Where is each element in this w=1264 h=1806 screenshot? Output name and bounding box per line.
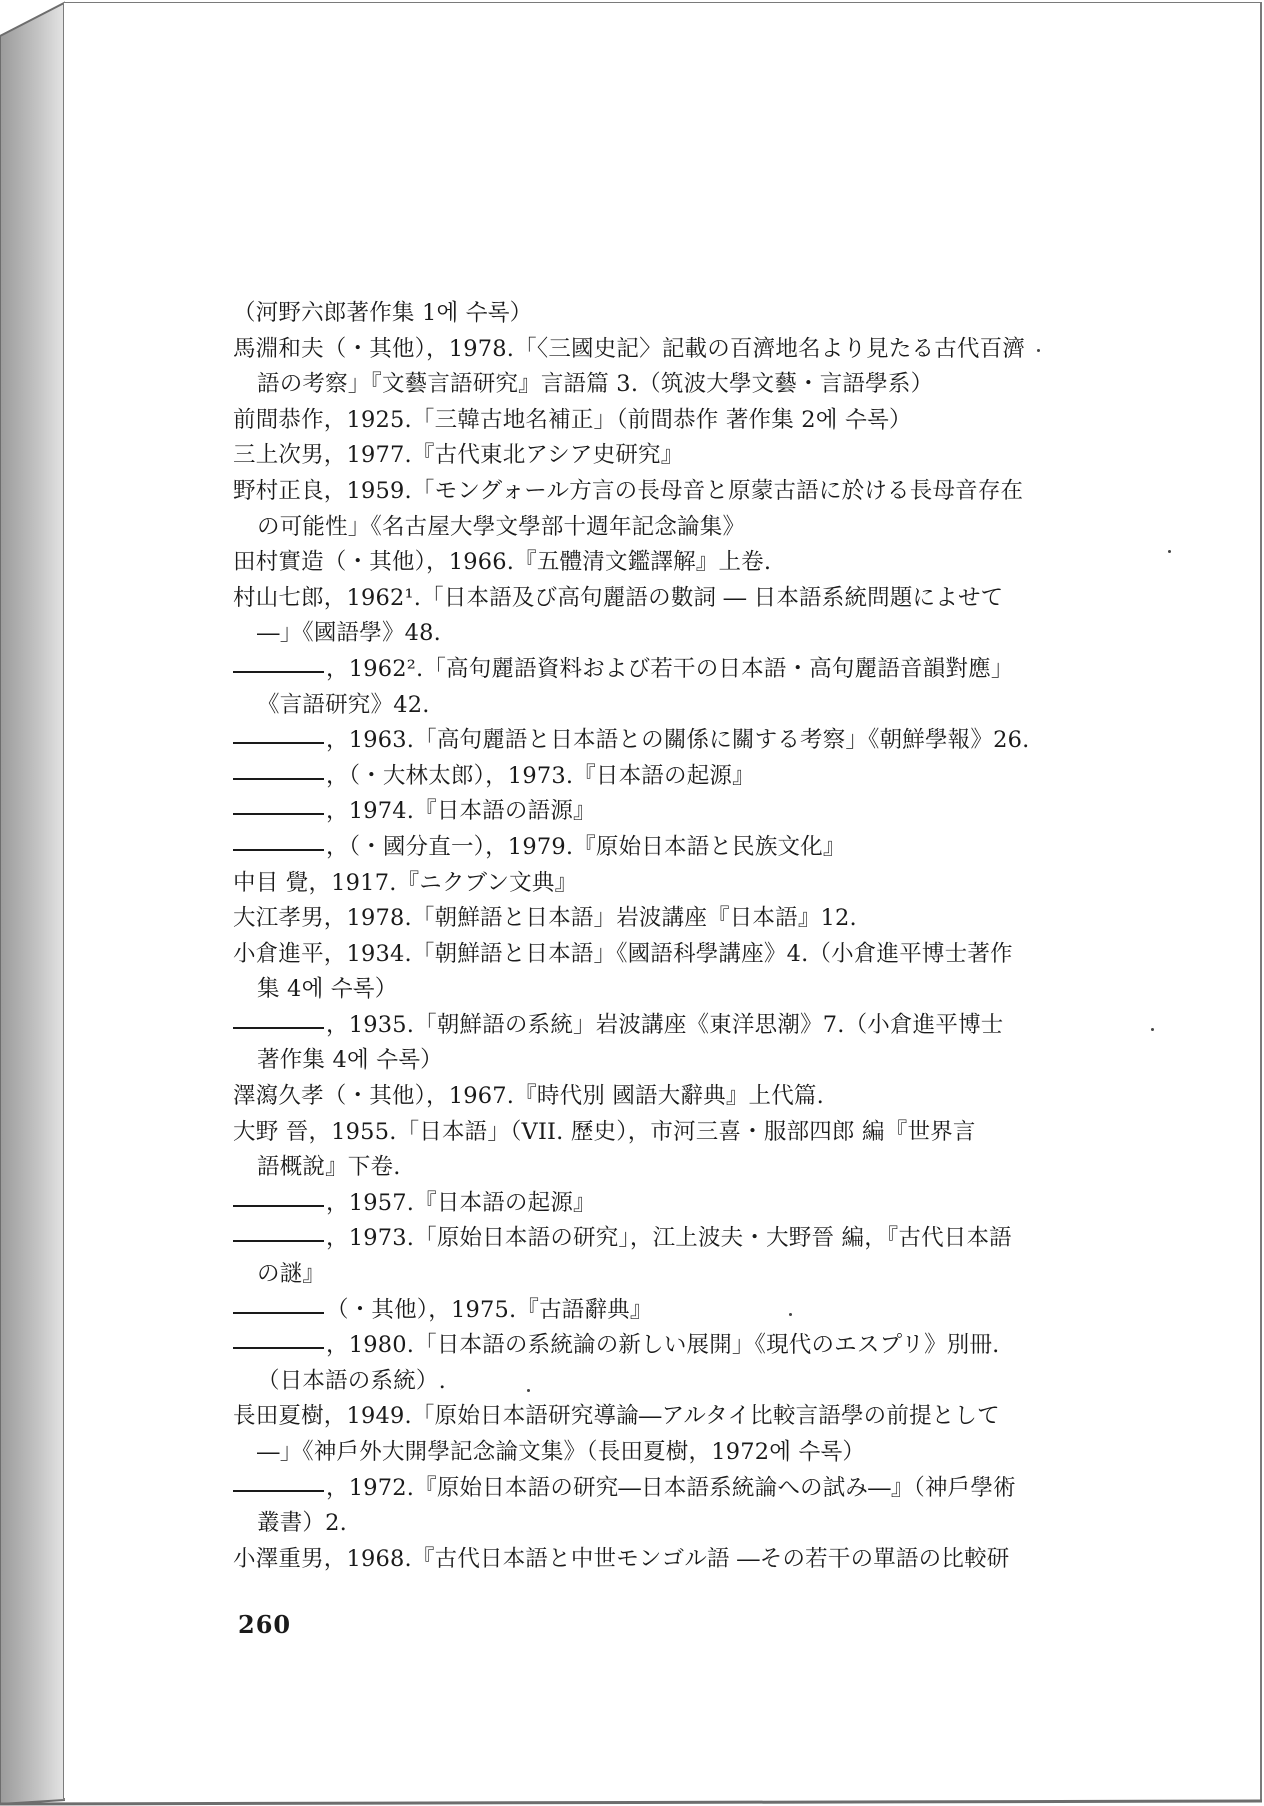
entry-text: 馬淵和夫（・其他），1978.「〈三國史記〉記載の百濟地名より見たる古代百濟 <box>233 335 1026 362</box>
entry-text: 語の考察」『文藝言語研究』言語篇 3.（筑波大學文藝・言語學系） <box>257 371 934 398</box>
entry-continuation-line <box>233 1257 1045 1293</box>
same-author-dash <box>233 778 324 780</box>
same-author-dash <box>233 1312 324 1314</box>
entry-text: ，1972.『原始日本語の研究―日本語系統論への試み―』（神戶學術 <box>326 1474 1016 1501</box>
same-author-dash <box>233 1347 324 1349</box>
bibliography-entry <box>233 296 1045 332</box>
bibliography-entry <box>233 403 1045 439</box>
entry-continuation-line <box>233 1506 1045 1542</box>
bibliography-entry <box>233 652 1045 723</box>
same-author-dash <box>233 1490 324 1492</box>
entry-text: ―」《神戶外大開學記念論文集》（長田夏樹，1972에 수록） <box>257 1439 866 1465</box>
entry-text: 叢書）2. <box>257 1510 347 1537</box>
page-number: 260 <box>238 1610 292 1639</box>
bibliography-entry <box>233 545 1045 581</box>
entry-text: 田村實造（・其他），1966.『五體清文鑑譯解』上卷. <box>233 549 772 576</box>
bibliography-entry <box>233 1115 1045 1186</box>
entry-continuation-line <box>233 367 1045 403</box>
entry-text: 野村正良，1959.「モングォール方言の長母音と原蒙古語に於ける長母音存在 <box>233 477 1024 504</box>
bibliography-entry <box>233 723 1045 759</box>
entry-text: ―」《國語學》48. <box>257 620 442 647</box>
entry-first-line <box>233 937 1045 973</box>
same-author-dash <box>233 671 324 673</box>
entry-first-line <box>233 296 1045 332</box>
entry-first-line <box>233 1115 1045 1151</box>
entry-first-line <box>233 1079 1045 1115</box>
entry-first-line <box>233 1328 1045 1364</box>
entry-text: の謎』 <box>257 1261 326 1288</box>
entry-continuation-line <box>233 1364 1045 1400</box>
entry-first-line <box>233 1008 1045 1044</box>
entry-text: （・其他），1975.『古語辭典』 <box>326 1296 653 1323</box>
entry-first-line <box>233 403 1045 439</box>
bibliography-entry <box>233 830 1045 866</box>
entry-first-line <box>233 581 1045 617</box>
entry-text: 小澤重男，1968.『古代日本語と中世モンゴル語 ―その若干の單語の比較研 <box>233 1545 1010 1572</box>
entry-text: ，（・大林太郎），1973.『日本語の起源』 <box>326 762 755 789</box>
entry-text: 前間恭作，1925.「三韓古地名補正」（前間恭作 著作集 2에 수록） <box>233 406 912 433</box>
entry-first-line <box>233 652 1045 688</box>
entry-continuation-line <box>233 972 1045 1008</box>
entry-text: 集 4에 수록） <box>257 976 398 1003</box>
entry-continuation-line <box>233 688 1045 724</box>
entry-text: 大江孝男，1978.「朝鮮語と日本語」岩波講座『日本語』12. <box>233 905 857 932</box>
entry-text: ，1973.「原始日本語の研究」，江上波夫・大野晉 編，『古代日本語 <box>326 1225 1012 1252</box>
same-author-dash <box>233 849 324 851</box>
entry-text: ，1957.『日本語の起源』 <box>326 1189 596 1216</box>
bibliography-entry <box>233 1471 1045 1542</box>
bibliography-entry <box>233 759 1045 795</box>
same-author-dash <box>233 1240 324 1242</box>
entry-continuation-line <box>233 616 1045 652</box>
bibliography-entry <box>233 1328 1045 1399</box>
entry-text: 長田夏樹，1949.「原始日本語研究導論―アルタイ比較言語學の前提として <box>233 1403 1000 1430</box>
entry-first-line <box>233 794 1045 830</box>
same-author-dash <box>233 742 324 744</box>
entry-first-line <box>233 830 1045 866</box>
entry-continuation-line <box>233 1150 1045 1186</box>
entry-text: 《言語研究》42. <box>257 691 430 718</box>
entry-text: ，1935.「朝鮮語の系統」岩波講座《東洋思潮》7.（小倉進平博士 <box>326 1011 1004 1038</box>
bibliography-entry <box>233 1008 1045 1079</box>
entry-first-line <box>233 438 1045 474</box>
entry-continuation-line <box>233 1435 1045 1471</box>
bibliography-entry <box>233 581 1045 652</box>
entry-text: ，1980.「日本語の系統論の新しい展開」《現代のエスプリ》別冊. <box>326 1332 1000 1359</box>
entry-first-line <box>233 1186 1045 1222</box>
bibliography-entry <box>233 438 1045 474</box>
entry-first-line <box>233 1399 1045 1435</box>
entry-first-line <box>233 474 1045 510</box>
bibliography-entry <box>233 1399 1045 1470</box>
entry-first-line <box>233 545 1045 581</box>
entry-text: 小倉進平，1934.「朝鮮語と日本語」《國語科學講座》4.（小倉進平博士著作 <box>233 940 1013 967</box>
bibliography-entry <box>233 1186 1045 1222</box>
entry-text: 澤瀉久孝（・其他），1967.『時代別 國語大辭典』上代篇. <box>233 1083 824 1110</box>
entry-text: （日本語の系統）. <box>257 1367 446 1394</box>
entry-text: 三上次男，1977.『古代東北アシア史研究』 <box>233 442 684 469</box>
entry-continuation-line <box>233 510 1045 546</box>
entry-text: ，（・國分直一），1979.『原始日本語と民族文化』 <box>326 833 846 860</box>
bibliography-list <box>233 296 1045 1577</box>
bibliography-entry <box>233 474 1045 545</box>
entry-first-line <box>233 1293 1045 1329</box>
scan-speck <box>1168 550 1171 553</box>
entry-text: （河野六郎著作集 1에 수록） <box>233 300 533 326</box>
entry-text: 語概說』下卷. <box>257 1154 401 1181</box>
entry-continuation-line <box>233 1043 1045 1079</box>
bibliography-entry <box>233 1079 1045 1115</box>
same-author-dash <box>233 1027 324 1029</box>
entry-first-line <box>233 1221 1045 1257</box>
bibliography-entry <box>233 901 1045 937</box>
entry-text: 大野 晉，1955.「日本語」（VII. 歷史），市河三喜・服部四郎 編『世界言 <box>233 1118 976 1145</box>
entry-text: の可能性」《名古屋大學文學部十週年記念論集》 <box>257 513 746 540</box>
entry-text: ，1974.『日本語の語源』 <box>326 798 596 825</box>
entry-text: 村山七郎，1962¹.「日本語及び高句麗語の數詞 ― 日本語系統問題によせて <box>233 584 1004 611</box>
entry-first-line <box>233 1542 1045 1578</box>
bibliography-entry <box>233 937 1045 1008</box>
bibliography-entry <box>233 794 1045 830</box>
entry-text: 著作集 4에 수록） <box>257 1047 443 1074</box>
bibliography-entry <box>233 866 1045 902</box>
entry-text: 中目 覺，1917.『ニクブン文典』 <box>233 869 578 896</box>
entry-text: ，1963.「高句麗語と日本語との關係に關する考察」《朝鮮學報》26. <box>326 727 1030 754</box>
entry-first-line <box>233 723 1045 759</box>
bibliography-entry <box>233 1542 1045 1578</box>
bibliography-entry <box>233 1221 1045 1292</box>
bibliography-entry <box>233 332 1045 403</box>
entry-text: ，1962².「高句麗語資料および若干の日本語・高句麗語音韻對應」 <box>326 655 1014 682</box>
same-author-dash <box>233 813 324 815</box>
bibliography-entry <box>233 1293 1045 1329</box>
entry-first-line <box>233 866 1045 902</box>
entry-first-line <box>233 1471 1045 1507</box>
same-author-dash <box>233 1205 324 1207</box>
scan-speck <box>1151 1028 1154 1031</box>
entry-first-line <box>233 901 1045 937</box>
entry-first-line <box>233 759 1045 795</box>
entry-first-line <box>233 332 1045 368</box>
